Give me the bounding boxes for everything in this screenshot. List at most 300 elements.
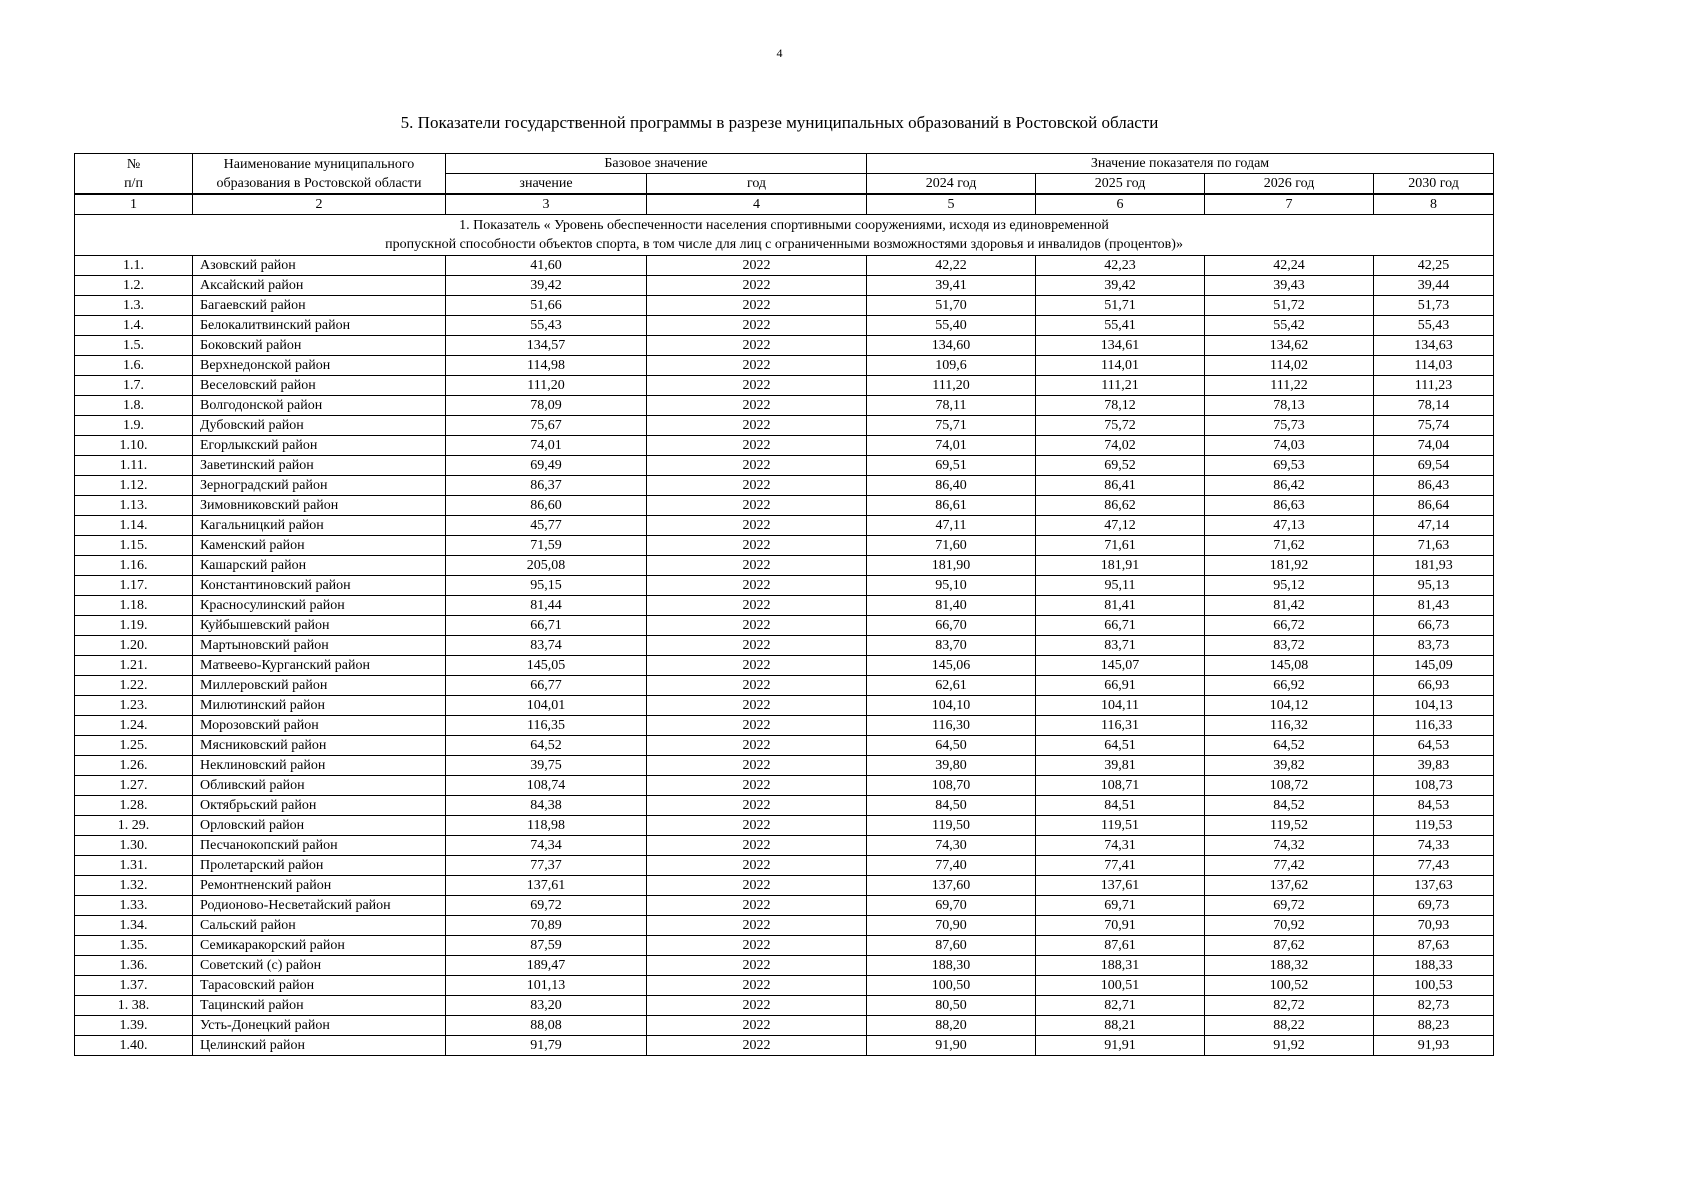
base-year: 2022 (647, 756, 867, 776)
table-row (75, 776, 1494, 796)
base-value: 51,66 (446, 296, 647, 316)
header-name-line1: Наименование муниципального (223, 156, 415, 172)
municipality-name: Целинский район (193, 1036, 446, 1056)
value-2024: 69,70 (867, 896, 1036, 916)
base-value: 84,38 (446, 796, 647, 816)
row-number: 1. 38. (75, 996, 193, 1016)
base-value: 83,74 (446, 636, 647, 656)
value-2024: 137,60 (867, 876, 1036, 896)
value-2024: 108,70 (867, 776, 1036, 796)
value-2024: 95,10 (867, 576, 1036, 596)
column-number: 4 (647, 194, 867, 215)
base-value: 64,52 (446, 736, 647, 756)
table-row (75, 556, 1494, 576)
row-number: 1.16. (75, 556, 193, 576)
table-row (75, 596, 1494, 616)
row-number: 1.20. (75, 636, 193, 656)
table-row (75, 616, 1494, 636)
value-2025: 111,21 (1036, 376, 1205, 396)
base-year: 2022 (647, 436, 867, 456)
table-body (75, 215, 1494, 1056)
value-2025: 69,71 (1036, 896, 1205, 916)
value-2025: 47,12 (1036, 516, 1205, 536)
value-2026: 64,52 (1205, 736, 1374, 756)
base-year: 2022 (647, 556, 867, 576)
base-value: 86,37 (446, 476, 647, 496)
table-row (75, 1036, 1494, 1056)
municipality-name: Верхнедонской район (193, 356, 446, 376)
base-value: 45,77 (446, 516, 647, 536)
value-2024: 74,30 (867, 836, 1036, 856)
value-2025: 75,72 (1036, 416, 1205, 436)
table-row (75, 536, 1494, 556)
header-name-line2: образования в Ростовской области (216, 175, 422, 191)
value-2026: 84,52 (1205, 796, 1374, 816)
value-2030: 91,93 (1374, 1036, 1494, 1056)
header-base-year: год (647, 174, 867, 195)
value-2026: 47,13 (1205, 516, 1374, 536)
value-2030: 181,93 (1374, 556, 1494, 576)
value-2024: 80,50 (867, 996, 1036, 1016)
value-2024: 42,22 (867, 256, 1036, 276)
value-2024: 119,50 (867, 816, 1036, 836)
base-year: 2022 (647, 256, 867, 276)
value-2025: 86,41 (1036, 476, 1205, 496)
value-2025: 42,23 (1036, 256, 1205, 276)
table-row (75, 256, 1494, 276)
value-2024: 88,20 (867, 1016, 1036, 1036)
row-number: 1.3. (75, 296, 193, 316)
value-2025: 66,71 (1036, 616, 1205, 636)
value-2025: 51,71 (1036, 296, 1205, 316)
table-row (75, 976, 1494, 996)
value-2026: 108,72 (1205, 776, 1374, 796)
municipality-name: Усть-Донецкий район (193, 1016, 446, 1036)
row-number: 1.14. (75, 516, 193, 536)
value-2024: 111,20 (867, 376, 1036, 396)
table-row (75, 1016, 1494, 1036)
section-heading-line1: 1. Показатель « Уровень обеспеченности населения спортивными сооружениями, исходя из единовременной (459, 218, 1109, 233)
base-value: 39,75 (446, 756, 647, 776)
base-year: 2022 (647, 376, 867, 396)
base-value: 86,60 (446, 496, 647, 516)
base-year: 2022 (647, 996, 867, 1016)
base-value: 66,71 (446, 616, 647, 636)
value-2025: 55,41 (1036, 316, 1205, 336)
value-2024: 181,90 (867, 556, 1036, 576)
base-value: 118,98 (446, 816, 647, 836)
value-2030: 100,53 (1374, 976, 1494, 996)
table-row (75, 836, 1494, 856)
municipality-name: Красносулинский район (193, 596, 446, 616)
base-year: 2022 (647, 776, 867, 796)
row-number: 1.19. (75, 616, 193, 636)
value-2026: 66,72 (1205, 616, 1374, 636)
municipality-name: Константиновский район (193, 576, 446, 596)
value-2026: 86,63 (1205, 496, 1374, 516)
value-2024: 47,11 (867, 516, 1036, 536)
value-2030: 55,43 (1374, 316, 1494, 336)
value-2026: 111,22 (1205, 376, 1374, 396)
value-2025: 70,91 (1036, 916, 1205, 936)
base-year: 2022 (647, 576, 867, 596)
base-year: 2022 (647, 676, 867, 696)
value-2025: 71,61 (1036, 536, 1205, 556)
table-row (75, 656, 1494, 676)
table-row (75, 276, 1494, 296)
row-number: 1.34. (75, 916, 193, 936)
value-2024: 116,30 (867, 716, 1036, 736)
value-2030: 47,14 (1374, 516, 1494, 536)
header-year-2030: 2030 год (1374, 174, 1494, 195)
row-number: 1.25. (75, 736, 193, 756)
municipality-name: Веселовский район (193, 376, 446, 396)
base-value: 134,57 (446, 336, 647, 356)
municipality-name: Егорлыкский район (193, 436, 446, 456)
table-row (75, 936, 1494, 956)
row-number: 1.6. (75, 356, 193, 376)
base-year: 2022 (647, 896, 867, 916)
value-2030: 114,03 (1374, 356, 1494, 376)
value-2026: 69,72 (1205, 896, 1374, 916)
row-number: 1.35. (75, 936, 193, 956)
value-2025: 88,21 (1036, 1016, 1205, 1036)
value-2026: 81,42 (1205, 596, 1374, 616)
municipality-name: Тацинский район (193, 996, 446, 1016)
municipality-name: Тарасовский район (193, 976, 446, 996)
value-2025: 100,51 (1036, 976, 1205, 996)
base-value: 74,01 (446, 436, 647, 456)
value-2030: 81,43 (1374, 596, 1494, 616)
value-2026: 188,32 (1205, 956, 1374, 976)
value-2025: 137,61 (1036, 876, 1205, 896)
table-row (75, 796, 1494, 816)
value-2025: 83,71 (1036, 636, 1205, 656)
base-year: 2022 (647, 316, 867, 336)
value-2025: 82,71 (1036, 996, 1205, 1016)
row-number: 1.11. (75, 456, 193, 476)
value-2025: 87,61 (1036, 936, 1205, 956)
base-year: 2022 (647, 916, 867, 936)
base-year: 2022 (647, 276, 867, 296)
header-base-group: Базовое значение (446, 154, 867, 174)
value-2030: 39,44 (1374, 276, 1494, 296)
value-2025: 74,02 (1036, 436, 1205, 456)
base-year: 2022 (647, 936, 867, 956)
value-2025: 116,31 (1036, 716, 1205, 736)
base-year: 2022 (647, 656, 867, 676)
municipality-name: Сальский район (193, 916, 446, 936)
value-2026: 39,43 (1205, 276, 1374, 296)
header-year-2024: 2024 год (867, 174, 1036, 195)
value-2024: 134,60 (867, 336, 1036, 356)
value-2024: 188,30 (867, 956, 1036, 976)
column-number: 5 (867, 194, 1036, 215)
base-value: 104,01 (446, 696, 647, 716)
table-row (75, 996, 1494, 1016)
municipality-name: Дубовский район (193, 416, 446, 436)
table-row (75, 376, 1494, 396)
base-value: 71,59 (446, 536, 647, 556)
municipality-name: Миллеровский район (193, 676, 446, 696)
base-year: 2022 (647, 416, 867, 436)
row-number: 1.24. (75, 716, 193, 736)
value-2030: 188,33 (1374, 956, 1494, 976)
section-heading (75, 215, 1494, 256)
table-row (75, 296, 1494, 316)
municipality-name: Орловский район (193, 816, 446, 836)
table-row (75, 396, 1494, 416)
value-2030: 86,64 (1374, 496, 1494, 516)
value-2026: 83,72 (1205, 636, 1374, 656)
table-row (75, 456, 1494, 476)
base-value: 69,49 (446, 456, 647, 476)
table-row (75, 316, 1494, 336)
row-number: 1.13. (75, 496, 193, 516)
municipality-name: Октябрьский район (193, 796, 446, 816)
table-row (75, 636, 1494, 656)
value-2024: 100,50 (867, 976, 1036, 996)
value-2030: 104,13 (1374, 696, 1494, 716)
row-number: 1. 29. (75, 816, 193, 836)
base-year: 2022 (647, 596, 867, 616)
value-2030: 83,73 (1374, 636, 1494, 656)
value-2030: 66,93 (1374, 676, 1494, 696)
header-num-line1: № (126, 156, 141, 172)
header-years-group: Значение показателя по годам (867, 154, 1494, 174)
base-value: 116,35 (446, 716, 647, 736)
indicators-table (74, 153, 1494, 1056)
value-2025: 91,91 (1036, 1036, 1205, 1056)
header-base-value: значение (446, 174, 647, 195)
row-number: 1.27. (75, 776, 193, 796)
municipality-name: Кагальницкий район (193, 516, 446, 536)
base-year: 2022 (647, 636, 867, 656)
base-year: 2022 (647, 1016, 867, 1036)
value-2025: 119,51 (1036, 816, 1205, 836)
municipality-name: Мясниковский район (193, 736, 446, 756)
base-value: 101,13 (446, 976, 647, 996)
value-2024: 87,60 (867, 936, 1036, 956)
table-row (75, 676, 1494, 696)
base-year: 2022 (647, 476, 867, 496)
base-year: 2022 (647, 356, 867, 376)
value-2030: 87,63 (1374, 936, 1494, 956)
base-value: 41,60 (446, 256, 647, 276)
base-year: 2022 (647, 616, 867, 636)
value-2024: 81,40 (867, 596, 1036, 616)
column-number: 3 (446, 194, 647, 215)
row-number: 1.21. (75, 656, 193, 676)
municipality-name: Родионово-Несветайский район (193, 896, 446, 916)
value-2025: 78,12 (1036, 396, 1205, 416)
base-value: 145,05 (446, 656, 647, 676)
value-2024: 145,06 (867, 656, 1036, 676)
value-2024: 64,50 (867, 736, 1036, 756)
page-number: 4 (776, 46, 783, 60)
base-value: 108,74 (446, 776, 647, 796)
base-value: 91,79 (446, 1036, 647, 1056)
value-2030: 111,23 (1374, 376, 1494, 396)
value-2030: 74,04 (1374, 436, 1494, 456)
base-year: 2022 (647, 516, 867, 536)
municipality-name: Советский (с) район (193, 956, 446, 976)
base-value: 55,43 (446, 316, 647, 336)
value-2026: 91,92 (1205, 1036, 1374, 1056)
value-2024: 70,90 (867, 916, 1036, 936)
municipality-name: Матвеево-Курганский район (193, 656, 446, 676)
value-2030: 51,73 (1374, 296, 1494, 316)
value-2025: 181,91 (1036, 556, 1205, 576)
value-2025: 104,11 (1036, 696, 1205, 716)
header-row-1 (75, 154, 1494, 174)
base-value: 81,44 (446, 596, 647, 616)
municipality-name: Куйбышевский район (193, 616, 446, 636)
value-2030: 134,63 (1374, 336, 1494, 356)
table-row (75, 876, 1494, 896)
value-2026: 104,12 (1205, 696, 1374, 716)
row-number: 1.39. (75, 1016, 193, 1036)
value-2024: 91,90 (867, 1036, 1036, 1056)
value-2026: 75,73 (1205, 416, 1374, 436)
municipality-name: Каменский район (193, 536, 446, 556)
value-2025: 69,52 (1036, 456, 1205, 476)
row-number: 1.40. (75, 1036, 193, 1056)
value-2030: 64,53 (1374, 736, 1494, 756)
municipality-name: Зерноградский район (193, 476, 446, 496)
base-year: 2022 (647, 856, 867, 876)
value-2026: 88,22 (1205, 1016, 1374, 1036)
column-number-row (75, 194, 1494, 215)
base-value: 205,08 (446, 556, 647, 576)
table-row (75, 916, 1494, 936)
row-number: 1.7. (75, 376, 193, 396)
municipality-name: Белокалитвинский район (193, 316, 446, 336)
value-2025: 145,07 (1036, 656, 1205, 676)
table-row (75, 816, 1494, 836)
row-number: 1.31. (75, 856, 193, 876)
table-row (75, 896, 1494, 916)
value-2030: 77,43 (1374, 856, 1494, 876)
municipality-name: Азовский район (193, 256, 446, 276)
column-number: 1 (75, 194, 193, 215)
value-2025: 134,61 (1036, 336, 1205, 356)
base-year: 2022 (647, 1036, 867, 1056)
header-year-2025: 2025 год (1036, 174, 1205, 195)
row-number: 1.32. (75, 876, 193, 896)
value-2024: 84,50 (867, 796, 1036, 816)
value-2030: 66,73 (1374, 616, 1494, 636)
row-number: 1.9. (75, 416, 193, 436)
value-2025: 81,41 (1036, 596, 1205, 616)
value-2030: 116,33 (1374, 716, 1494, 736)
row-number: 1.5. (75, 336, 193, 356)
base-year: 2022 (647, 876, 867, 896)
value-2025: 74,31 (1036, 836, 1205, 856)
column-number: 6 (1036, 194, 1205, 215)
table-row (75, 356, 1494, 376)
value-2024: 77,40 (867, 856, 1036, 876)
value-2026: 42,24 (1205, 256, 1374, 276)
value-2026: 71,62 (1205, 536, 1374, 556)
value-2026: 137,62 (1205, 876, 1374, 896)
table-row (75, 856, 1494, 876)
base-year: 2022 (647, 696, 867, 716)
row-number: 1.37. (75, 976, 193, 996)
row-number: 1.22. (75, 676, 193, 696)
value-2025: 84,51 (1036, 796, 1205, 816)
value-2025: 188,31 (1036, 956, 1205, 976)
value-2026: 86,42 (1205, 476, 1374, 496)
value-2026: 55,42 (1205, 316, 1374, 336)
value-2024: 69,51 (867, 456, 1036, 476)
row-number: 1.8. (75, 396, 193, 416)
table-row (75, 576, 1494, 596)
value-2024: 39,80 (867, 756, 1036, 776)
row-number: 1.30. (75, 836, 193, 856)
base-value: 39,42 (446, 276, 647, 296)
value-2024: 86,40 (867, 476, 1036, 496)
row-number: 1.26. (75, 756, 193, 776)
table-row (75, 696, 1494, 716)
value-2030: 39,83 (1374, 756, 1494, 776)
value-2025: 39,81 (1036, 756, 1205, 776)
row-number: 1.15. (75, 536, 193, 556)
value-2030: 137,63 (1374, 876, 1494, 896)
value-2024: 55,40 (867, 316, 1036, 336)
section-heading-line2: пропускной способности объектов спорта, в том числе для лиц с ограниченными возможностями здоровья и инвалидов (процентов)» (385, 237, 1183, 252)
row-number: 1.2. (75, 276, 193, 296)
table-row (75, 416, 1494, 436)
value-2024: 78,11 (867, 396, 1036, 416)
municipality-name: Неклиновский район (193, 756, 446, 776)
row-number: 1.23. (75, 696, 193, 716)
base-year: 2022 (647, 496, 867, 516)
base-year: 2022 (647, 976, 867, 996)
value-2025: 114,01 (1036, 356, 1205, 376)
column-number: 2 (193, 194, 446, 215)
value-2024: 62,61 (867, 676, 1036, 696)
value-2030: 84,53 (1374, 796, 1494, 816)
value-2026: 74,03 (1205, 436, 1374, 456)
base-value: 74,34 (446, 836, 647, 856)
header-name (193, 154, 446, 195)
value-2026: 74,32 (1205, 836, 1374, 856)
base-year: 2022 (647, 816, 867, 836)
table-row (75, 756, 1494, 776)
value-2026: 78,13 (1205, 396, 1374, 416)
municipality-name: Обливский район (193, 776, 446, 796)
base-value: 70,89 (446, 916, 647, 936)
row-number: 1.17. (75, 576, 193, 596)
base-year: 2022 (647, 336, 867, 356)
base-value: 66,77 (446, 676, 647, 696)
base-year: 2022 (647, 296, 867, 316)
header-num (75, 154, 193, 195)
base-value: 75,67 (446, 416, 647, 436)
row-number: 1.1. (75, 256, 193, 276)
value-2030: 82,73 (1374, 996, 1494, 1016)
base-year: 2022 (647, 836, 867, 856)
base-value: 189,47 (446, 956, 647, 976)
value-2025: 86,62 (1036, 496, 1205, 516)
table-row (75, 516, 1494, 536)
municipality-name: Морозовский район (193, 716, 446, 736)
value-2024: 71,60 (867, 536, 1036, 556)
value-2030: 78,14 (1374, 396, 1494, 416)
table-row (75, 336, 1494, 356)
row-number: 1.36. (75, 956, 193, 976)
